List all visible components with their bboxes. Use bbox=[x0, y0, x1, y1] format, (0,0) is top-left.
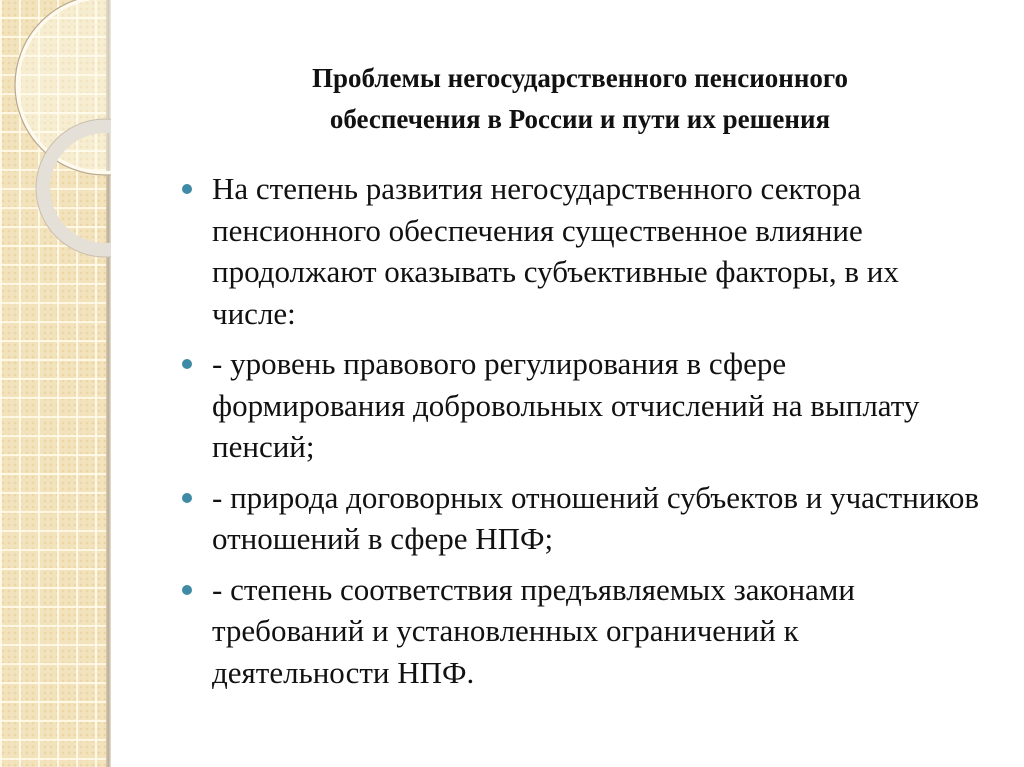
bullet-item bbox=[182, 343, 982, 468]
bullet-dot-icon bbox=[182, 585, 192, 595]
bullet-text: - природа договорных отношений субъектов и участников отношений в сфере НПФ; bbox=[212, 479, 980, 556]
title-line-2: обеспечения в России и пути их решения bbox=[329, 104, 831, 134]
bullet-text: - уровень правового регулирования в сфере формирования добровольных отчислений на выплату пенсий; bbox=[212, 346, 920, 464]
bullet-item bbox=[182, 569, 982, 694]
bullet-text: - степень соответствия предъявляемых законами требований и установленных ограничений к деятельности НПФ. bbox=[212, 571, 856, 690]
bullet-dot-icon bbox=[182, 359, 192, 369]
bullet-dot-icon bbox=[182, 184, 192, 194]
title-line-1: Проблемы негосударственного пенсионного bbox=[311, 63, 849, 93]
bullet-dot-icon bbox=[182, 493, 192, 503]
bullet-text: На степень развития негосударственного сектора пенсионного обеспечения существенное влияние продолжают оказывать субъективные факторы, в их числе: bbox=[212, 171, 899, 331]
bullet-list bbox=[182, 168, 982, 702]
slide-title bbox=[200, 58, 960, 140]
bullet-item bbox=[182, 477, 982, 560]
bullet-item bbox=[182, 168, 982, 334]
decorative-rings-icon bbox=[0, 0, 111, 260]
